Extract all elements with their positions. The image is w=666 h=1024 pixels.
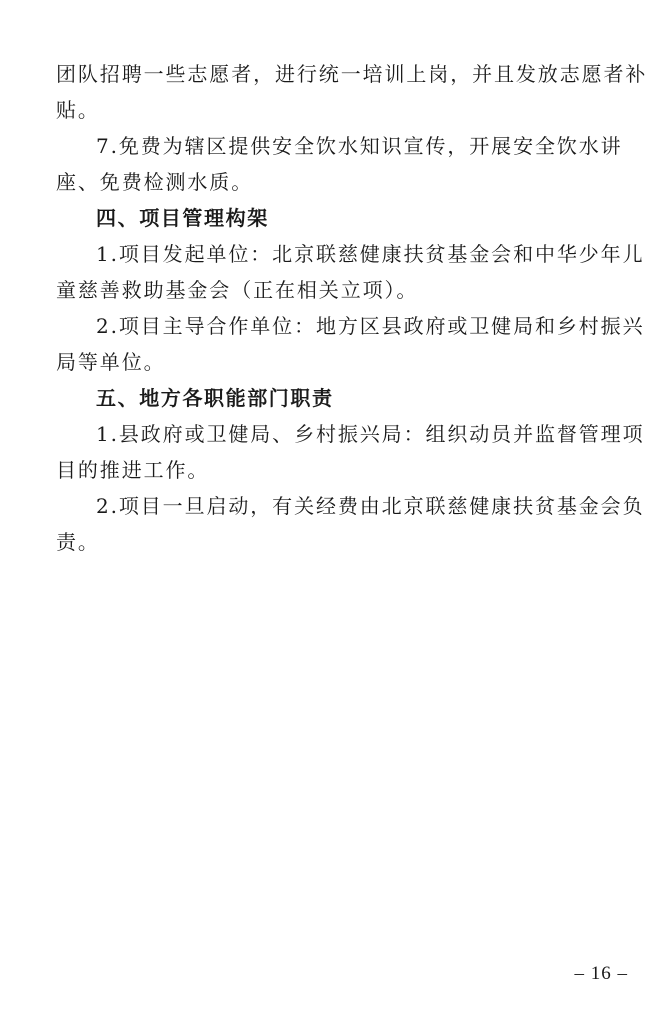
- body-line: 1.项目发起单位：北京联慈健康扶贫基金会和中华少年儿: [96, 242, 645, 266]
- body-line: 贴。: [56, 98, 100, 122]
- body-line: 1.县政府或卫健局、乡村振兴局：组织动员并监督管理项: [96, 422, 645, 446]
- body-line: 2.项目主导合作单位：地方区县政府或卫健局和乡村振兴: [96, 314, 645, 338]
- section-heading: 四、项目管理构架: [96, 206, 269, 230]
- body-line: 座、免费检测水质。: [56, 170, 254, 194]
- body-line: 7.免费为辖区提供安全饮水知识宣传，开展安全饮水讲: [96, 134, 623, 158]
- body-line: 2.项目一旦启动，有关经费由北京联慈健康扶贫基金会负: [96, 494, 645, 518]
- body-line: 责。: [56, 530, 100, 554]
- body-line: 童慈善救助基金会（正在相关立项）。: [56, 278, 419, 302]
- document-body: [56, 56, 648, 560]
- body-line: 目的推进工作。: [56, 458, 210, 482]
- body-line: 团队招聘一些志愿者，进行统一培训上岗，并且发放志愿者补: [56, 62, 648, 86]
- section-heading: 五、地方各职能部门职责: [96, 386, 334, 410]
- page-number: – 16 –: [574, 963, 628, 984]
- body-line: 局等单位。: [56, 350, 166, 374]
